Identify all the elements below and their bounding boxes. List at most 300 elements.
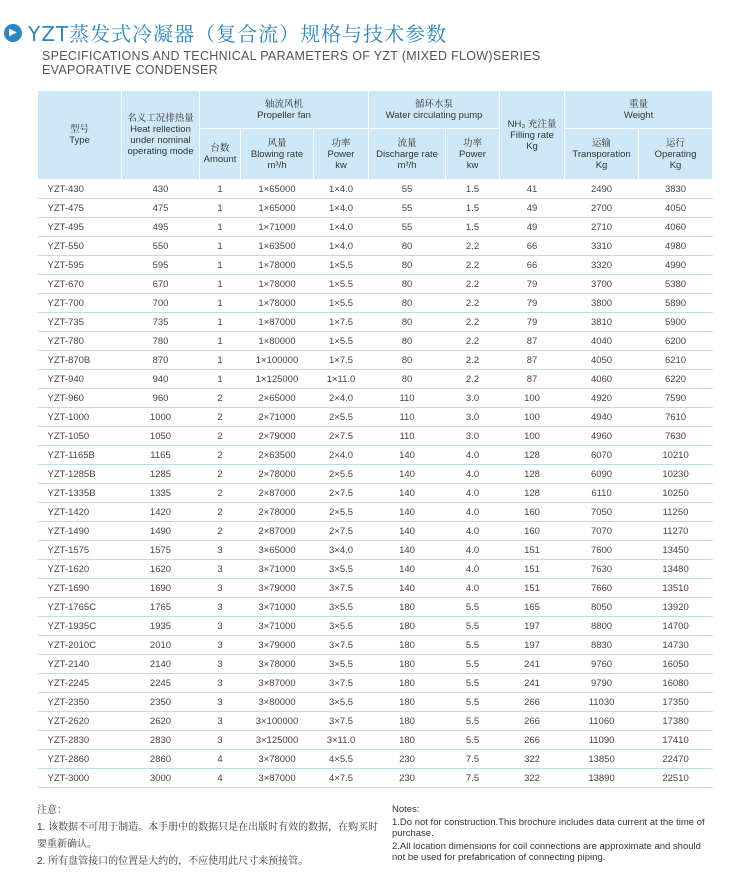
cell-fan-power: 3×11.0 [314,731,369,750]
col-header-model-cn: 型号 [69,124,89,135]
cell-pump-power: 7.5 [446,769,500,788]
cell-pump-flow: 80 [369,351,446,370]
cell-heat: 2620 [122,712,200,731]
col-header-heat [122,91,200,180]
cell-fan-amount: 1 [200,237,241,256]
cell-model: YZT-1335B [38,484,122,503]
cell-pump-power: 5.5 [446,598,500,617]
col-header-weight-operating-en: Operating [654,148,697,160]
cell-fan-amount: 1 [200,275,241,294]
cell-heat: 1935 [122,617,200,636]
notes-en-line-2: 2.All location dimensions for coil connections are approximate and should not be used for prefabrication of connecting piping. [392,840,701,863]
cell-fan-power: 3×5.5 [314,693,369,712]
cell-fan-amount: 2 [200,503,241,522]
cell-fan-power: 3×7.5 [314,579,369,598]
cell-heat: 475 [122,199,200,218]
cell-nh3: 197 [500,617,565,636]
cell-fan-air: 1×65000 [241,199,314,218]
cell-weight-operating: 14700 [639,617,713,636]
cell-fan-air: 1×65000 [241,180,314,199]
cell-nh3: 87 [500,332,565,351]
table-row [38,598,713,617]
table-row [38,351,713,370]
cell-pump-flow: 140 [369,541,446,560]
cell-fan-amount: 3 [200,598,241,617]
col-header-pump-flow [369,129,446,180]
col-header-fan-power-unit: kw [335,159,347,171]
cell-model: YZT-495 [38,218,122,237]
cell-pump-power: 3.0 [446,389,500,408]
cell-nh3: 49 [500,199,565,218]
cell-nh3: 100 [500,408,565,427]
cell-fan-amount: 3 [200,636,241,655]
cell-nh3: 241 [500,674,565,693]
cell-weight-operating: 7590 [639,389,713,408]
cell-pump-power: 2.2 [446,294,500,313]
cell-fan-amount: 2 [200,408,241,427]
cell-fan-air: 1×87000 [241,313,314,332]
cell-fan-power: 2×5.5 [314,465,369,484]
cell-model: YZT-735 [38,313,122,332]
cell-fan-air: 1×100000 [241,351,314,370]
cell-pump-flow: 55 [369,218,446,237]
cell-heat: 1050 [122,427,200,446]
cell-heat: 1575 [122,541,200,560]
cell-weight-transport: 7630 [565,560,639,579]
table-row [38,617,713,636]
cell-weight-operating: 11250 [639,503,713,522]
cell-fan-amount: 2 [200,446,241,465]
cell-weight-transport: 4050 [565,351,639,370]
cell-fan-air: 1×78000 [241,256,314,275]
spec-table [37,90,713,788]
cell-fan-air: 2×87000 [241,522,314,541]
table-row [38,370,713,389]
cell-pump-power: 4.0 [446,503,500,522]
cell-nh3: 266 [500,712,565,731]
cell-model: YZT-2010C [38,636,122,655]
cell-nh3: 266 [500,731,565,750]
col-group-pump-cn: 循环水泵 [415,98,454,110]
cell-nh3: 322 [500,750,565,769]
cell-weight-transport: 13890 [565,769,639,788]
notes-cn-line-1: 1. 该数据不可用于制造。本手册中的数据只是在出版时有效的数据，在购买时要重新确认。 [37,822,379,850]
cell-fan-power: 1×11.0 [314,370,369,389]
col-group-pump [369,91,500,129]
cell-nh3: 87 [500,370,565,389]
cell-fan-amount: 1 [200,218,241,237]
cell-weight-operating: 7630 [639,427,713,446]
cell-weight-transport: 3810 [565,313,639,332]
cell-pump-power: 4.0 [446,484,500,503]
cell-model: YZT-870B [38,351,122,370]
cell-pump-flow: 230 [369,769,446,788]
cell-weight-operating: 13450 [639,541,713,560]
col-header-fan-air-unit: m³/h [267,159,287,171]
col-header-fan-power [314,129,369,180]
col-header-fan-amount-cn: 台数 [210,143,230,154]
cell-fan-amount: 1 [200,332,241,351]
cell-nh3: 266 [500,693,565,712]
cell-pump-flow: 140 [369,465,446,484]
cell-fan-air: 3×71000 [241,617,314,636]
cell-weight-operating: 17380 [639,712,713,731]
cell-nh3: 160 [500,503,565,522]
notes-en [392,804,714,865]
cell-fan-amount: 1 [200,313,241,332]
col-header-fan-air-cn: 风量 [267,137,287,149]
col-header-fan-amount-en: Amount [203,154,237,165]
cell-fan-amount: 1 [200,294,241,313]
cell-weight-operating: 4050 [639,199,713,218]
table-row [38,769,713,788]
cell-model: YZT-940 [38,370,122,389]
cell-weight-operating: 17410 [639,731,713,750]
cell-fan-amount: 3 [200,712,241,731]
cell-pump-flow: 180 [369,617,446,636]
cell-heat: 940 [122,370,200,389]
cell-nh3: 66 [500,237,565,256]
col-header-pump-flow-cn: 流量 [397,137,417,149]
cell-nh3: 160 [500,522,565,541]
cell-weight-operating: 11270 [639,522,713,541]
cell-fan-power: 3×7.5 [314,674,369,693]
cell-nh3: 128 [500,465,565,484]
cell-weight-transport: 6090 [565,465,639,484]
cell-fan-power: 4×7.5 [314,769,369,788]
cell-weight-operating: 17350 [639,693,713,712]
cell-heat: 670 [122,275,200,294]
col-header-fan-power-en: Power [327,148,355,160]
cell-weight-operating: 5890 [639,294,713,313]
cell-pump-power: 4.0 [446,522,500,541]
cell-weight-transport: 3310 [565,237,639,256]
cell-fan-power: 2×7.5 [314,484,369,503]
page-subtitle-line-2: EVAPORATIVE CONDENSER [42,63,219,77]
page-title: YZT蒸发式冷凝器（复合流）规格与技术参数 [28,22,448,46]
cell-weight-transport: 3700 [565,275,639,294]
cell-weight-operating: 14730 [639,636,713,655]
col-header-pump-power-en: Power [459,148,486,160]
cell-heat: 3000 [122,769,200,788]
cell-model: YZT-2350 [38,693,122,712]
col-header-nh3-cn: NH₃ 充注量 [507,118,557,130]
col-header-pump-power-unit: kw [466,159,479,171]
cell-fan-amount: 2 [200,522,241,541]
table-row [38,294,713,313]
cell-pump-flow: 110 [369,408,446,427]
cell-weight-transport: 6070 [565,446,639,465]
cell-weight-operating: 16080 [639,674,713,693]
notes-cn-title: 注意： [37,805,67,816]
cell-fan-power: 1×7.5 [314,313,369,332]
cell-weight-transport: 6110 [565,484,639,503]
cell-fan-power: 1×4.0 [314,180,369,199]
cell-fan-amount: 1 [200,199,241,218]
cell-nh3: 41 [500,180,565,199]
cell-weight-operating: 6220 [639,370,713,389]
cell-heat: 1620 [122,560,200,579]
col-header-fan-air-en: Blowing rate [250,148,304,160]
col-header-fan-amount [200,129,241,180]
table-row [38,332,713,351]
cell-fan-amount: 3 [200,655,241,674]
table-row [38,465,713,484]
col-group-pump-en: Water circulating pump [385,109,483,121]
cell-fan-air: 2×79000 [241,427,314,446]
cell-pump-power: 2.2 [446,370,500,389]
cell-pump-power: 2.2 [446,256,500,275]
cell-fan-power: 1×5.5 [314,275,369,294]
cell-fan-power: 3×5.5 [314,560,369,579]
cell-fan-power: 1×5.5 [314,332,369,351]
cell-pump-flow: 180 [369,731,446,750]
cell-fan-air: 3×100000 [241,712,314,731]
cell-fan-amount: 1 [200,370,241,389]
cell-pump-power: 2.2 [446,332,500,351]
cell-pump-power: 2.2 [446,275,500,294]
cell-pump-flow: 180 [369,674,446,693]
cell-heat: 1335 [122,484,200,503]
cell-heat: 1000 [122,408,200,427]
cell-weight-operating: 4060 [639,218,713,237]
table-row [38,313,713,332]
cell-pump-flow: 180 [369,693,446,712]
cell-fan-amount: 2 [200,465,241,484]
cell-fan-air: 2×87000 [241,484,314,503]
spec-table-body [38,180,713,788]
cell-heat: 870 [122,351,200,370]
title-row [4,18,724,47]
col-header-weight-transport-cn: 运输 [592,137,612,149]
cell-weight-operating: 13510 [639,579,713,598]
cell-heat: 2350 [122,693,200,712]
cell-fan-amount: 2 [200,389,241,408]
cell-nh3: 49 [500,218,565,237]
cell-heat: 1490 [122,522,200,541]
cell-model: YZT-2620 [38,712,122,731]
cell-fan-amount: 3 [200,579,241,598]
table-row [38,484,713,503]
cell-fan-air: 3×79000 [241,636,314,655]
cell-pump-power: 5.5 [446,674,500,693]
table-row [38,731,713,750]
cell-pump-power: 1.5 [446,218,500,237]
cell-weight-transport: 11060 [565,712,639,731]
cell-pump-flow: 140 [369,503,446,522]
cell-fan-power: 4×5.5 [314,750,369,769]
cell-weight-transport: 2710 [565,218,639,237]
cell-nh3: 197 [500,636,565,655]
cell-fan-air: 1×78000 [241,294,314,313]
page-header [4,18,724,77]
cell-pump-power: 1.5 [446,180,500,199]
col-header-pump-power [446,129,500,180]
cell-weight-operating: 4990 [639,256,713,275]
cell-pump-flow: 180 [369,712,446,731]
cell-weight-operating: 5900 [639,313,713,332]
cell-pump-flow: 110 [369,427,446,446]
cell-weight-transport: 7070 [565,522,639,541]
cell-fan-power: 3×5.5 [314,598,369,617]
cell-fan-air: 2×63500 [241,446,314,465]
cell-weight-operating: 6200 [639,332,713,351]
cell-weight-operating: 4980 [639,237,713,256]
table-row [38,199,713,218]
cell-fan-amount: 3 [200,560,241,579]
cell-pump-flow: 80 [369,332,446,351]
cell-nh3: 151 [500,541,565,560]
cell-fan-air: 1×125000 [241,370,314,389]
cell-heat: 595 [122,256,200,275]
cell-heat: 550 [122,237,200,256]
cell-weight-operating: 13480 [639,560,713,579]
cell-model: YZT-1620 [38,560,122,579]
table-row [38,655,713,674]
cell-weight-operating: 6210 [639,351,713,370]
table-row [38,427,713,446]
cell-fan-amount: 3 [200,693,241,712]
cell-model: YZT-475 [38,199,122,218]
cell-weight-operating: 16050 [639,655,713,674]
cell-model: YZT-2245 [38,674,122,693]
cell-fan-power: 1×4.0 [314,237,369,256]
cell-fan-amount: 4 [200,750,241,769]
cell-pump-flow: 55 [369,180,446,199]
notes-cn [37,802,382,870]
cell-heat: 2830 [122,731,200,750]
table-row [38,237,713,256]
cell-weight-transport: 8800 [565,617,639,636]
cell-nh3: 100 [500,389,565,408]
col-group-fan-cn: 轴流风机 [265,98,304,110]
cell-pump-power: 4.0 [446,446,500,465]
cell-model: YZT-1000 [38,408,122,427]
cell-weight-transport: 11030 [565,693,639,712]
cell-weight-operating: 22510 [639,769,713,788]
cell-fan-amount: 1 [200,180,241,199]
table-row [38,180,713,199]
table-row [38,541,713,560]
col-header-weight-operating-cn: 运行 [666,137,686,149]
cell-fan-amount: 2 [200,427,241,446]
cell-pump-power: 5.5 [446,636,500,655]
cell-weight-transport: 4920 [565,389,639,408]
table-row [38,750,713,769]
cell-pump-power: 4.0 [446,465,500,484]
cell-fan-air: 3×87000 [241,674,314,693]
cell-model: YZT-550 [38,237,122,256]
cell-model: YZT-1765C [38,598,122,617]
cell-pump-power: 5.5 [446,712,500,731]
cell-fan-air: 3×71000 [241,598,314,617]
cell-fan-power: 1×5.5 [314,294,369,313]
notes-en-title: Notes: [392,804,420,815]
cell-nh3: 165 [500,598,565,617]
col-group-weight-en: Weight [623,109,654,121]
cell-fan-amount: 3 [200,674,241,693]
cell-pump-power: 5.5 [446,693,500,712]
cell-fan-power: 1×4.0 [314,218,369,237]
col-header-fan-air [241,129,314,180]
cell-nh3: 87 [500,351,565,370]
cell-heat: 1165 [122,446,200,465]
cell-nh3: 66 [500,256,565,275]
cell-fan-amount: 3 [200,617,241,636]
cell-fan-amount: 4 [200,769,241,788]
cell-weight-operating: 10210 [639,446,713,465]
cell-weight-transport: 4940 [565,408,639,427]
cell-fan-amount: 3 [200,731,241,750]
cell-fan-air: 1×80000 [241,332,314,351]
table-row [38,674,713,693]
cell-pump-flow: 180 [369,655,446,674]
col-header-model [38,91,122,180]
cell-pump-flow: 230 [369,750,446,769]
cell-fan-power: 2×4.0 [314,446,369,465]
cell-fan-power: 2×7.5 [314,522,369,541]
col-header-pump-flow-en: Discharge rate [376,148,438,160]
cell-weight-transport: 4040 [565,332,639,351]
cell-pump-power: 2.2 [446,237,500,256]
cell-nh3: 151 [500,579,565,598]
cell-model: YZT-1420 [38,503,122,522]
cell-fan-amount: 1 [200,351,241,370]
page-subtitle-line-1: SPECIFICATIONS AND TECHNICAL PARAMETERS OF YZT (MIXED FLOW)SERIES [42,49,541,63]
cell-weight-operating: 7610 [639,408,713,427]
col-header-weight-operating-unit: Kg [669,159,682,171]
cell-pump-power: 1.5 [446,199,500,218]
cell-pump-flow: 80 [369,294,446,313]
notes-cn-line-2: 2. 所有盘管接口的位置是大约的，不应使用此尺寸来预接管。 [37,856,309,867]
cell-heat: 1690 [122,579,200,598]
cell-fan-power: 3×7.5 [314,636,369,655]
cell-fan-air: 2×71000 [241,408,314,427]
cell-weight-transport: 11090 [565,731,639,750]
cell-fan-power: 3×4.0 [314,541,369,560]
cell-weight-transport: 2490 [565,180,639,199]
cell-fan-power: 3×5.5 [314,655,369,674]
cell-model: YZT-1935C [38,617,122,636]
cell-pump-flow: 80 [369,370,446,389]
cell-nh3: 100 [500,427,565,446]
cell-model: YZT-1690 [38,579,122,598]
cell-pump-power: 4.0 [446,579,500,598]
cell-heat: 960 [122,389,200,408]
cell-model: YZT-595 [38,256,122,275]
table-row [38,693,713,712]
cell-heat: 430 [122,180,200,199]
cell-fan-air: 3×79000 [241,579,314,598]
cell-nh3: 128 [500,484,565,503]
table-row [38,446,713,465]
col-header-model-en: Type [69,135,90,146]
col-header-weight-transport-en: Transporation [572,148,631,160]
cell-model: YZT-960 [38,389,122,408]
cell-weight-transport: 4960 [565,427,639,446]
cell-nh3: 128 [500,446,565,465]
cell-fan-power: 3×5.5 [314,617,369,636]
cell-pump-flow: 140 [369,446,446,465]
cell-pump-flow: 140 [369,560,446,579]
col-group-weight [565,91,713,129]
cell-heat: 1420 [122,503,200,522]
table-row [38,408,713,427]
col-header-pump-flow-unit: m³/h [397,159,417,171]
cell-pump-flow: 80 [369,275,446,294]
col-header-fan-power-cn: 功率 [331,137,351,149]
cell-pump-power: 5.5 [446,617,500,636]
